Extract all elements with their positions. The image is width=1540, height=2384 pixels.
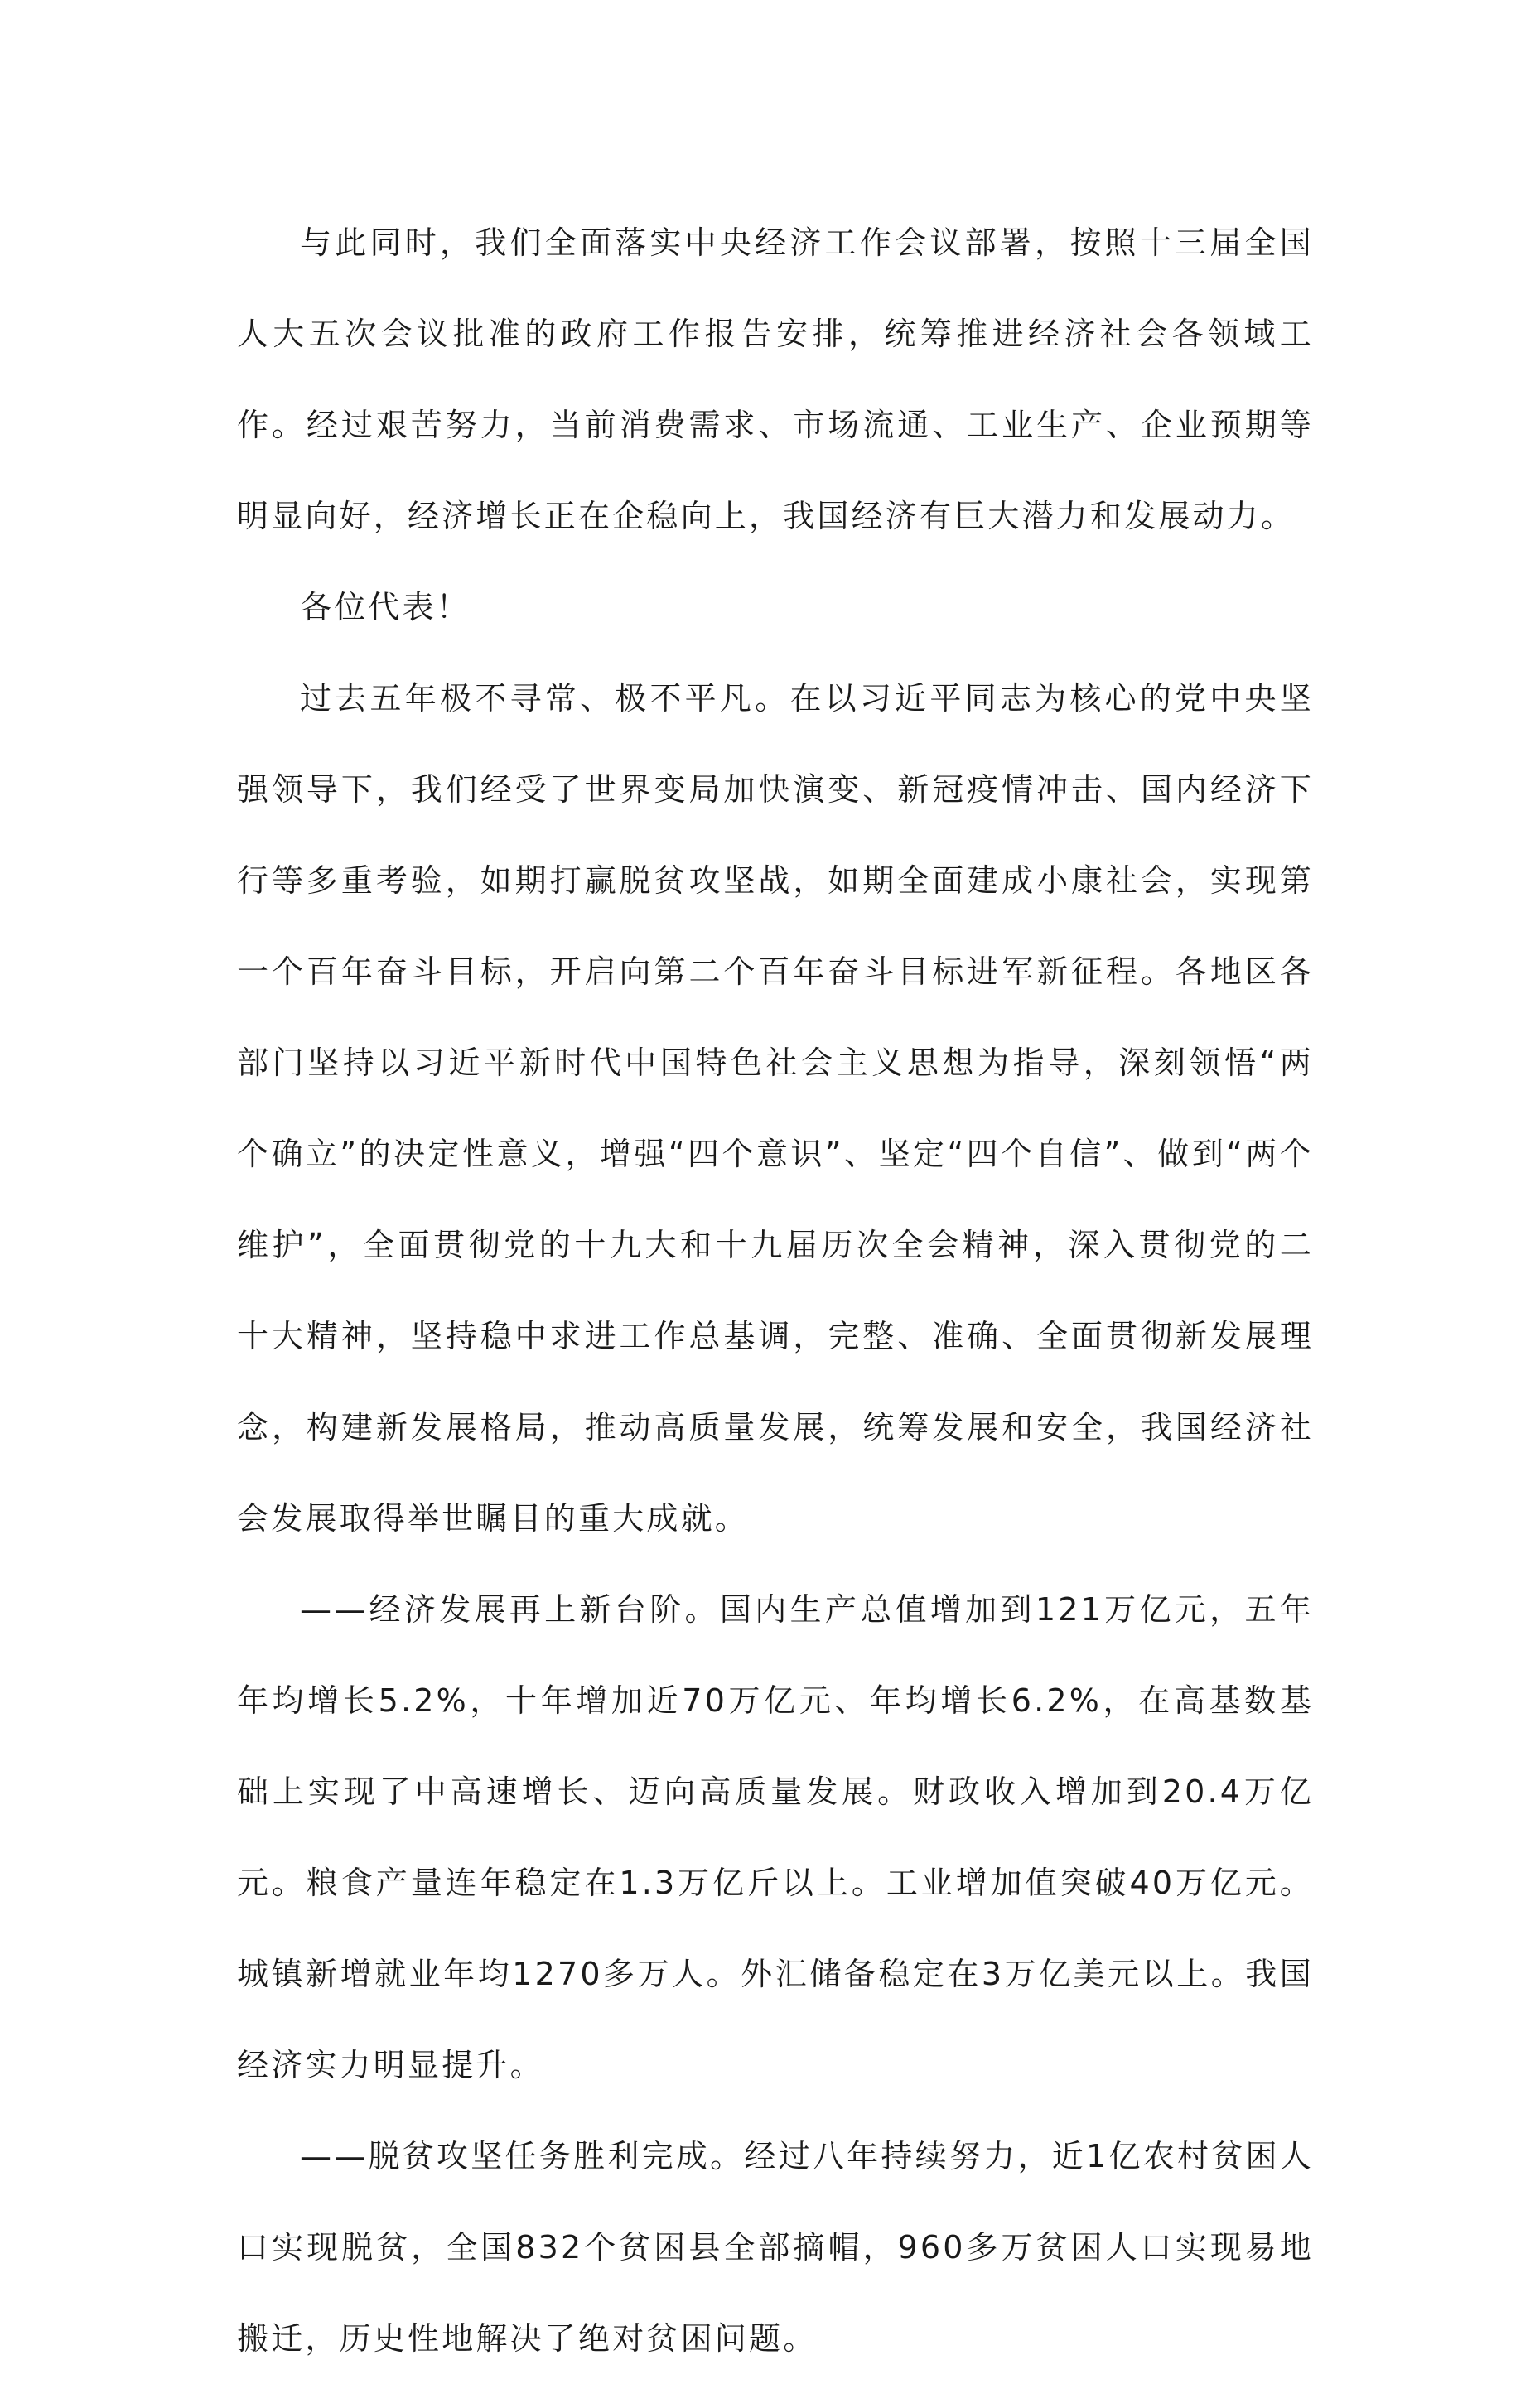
paragraph-economic-development: ——经济发展再上新台阶。国内生产总值增加到121万亿元，五年年均增长5.2%，十年增加近70万亿元、年均增长6.2%，在高基数基础上实现了中高速增长、迈向高质量发展。财政收入增加到20.4万亿元。粮食产量连年稳定在1.3万亿斤以上。工业增加值突破40万亿元。城镇新增就业年均1270多万人。外汇储备稳定在3万亿美元以上。我国经济实力明显提升。 bbox=[237, 1591, 1314, 2083]
paragraph-economic-work: 与此同时，我们全面落实中央经济工作会议部署，按照十三届全国人大五次会议批准的政府工作报告安排，统筹推进经济社会各领域工作。经过艰苦努力，当前消费需求、市场流通、工业生产、企业预期等明显向好，经济增长正在企稳向上，我国经济有巨大潜力和发展动力。 bbox=[237, 224, 1314, 534]
document-body bbox=[237, 197, 1314, 2384]
paragraph-past-five-years: 过去五年极不寻常、极不平凡。在以习近平同志为核心的党中央坚强领导下，我们经受了世界变局加快演变、新冠疫情冲击、国内经济下行等多重考验，如期打赢脱贫攻坚战，如期全面建成小康社会，实现第一个百年奋斗目标，开启向第二个百年奋斗目标进军新征程。各地区各部门坚持以习近平新时代中国特色社会主义思想为指导，深刻领悟“两个确立”的决定性意义，增强“四个意识”、坚定“四个自信”、做到“两个维护”，全面贯彻党的十九大和十九届历次全会精神，深入贯彻党的二十大精神，坚持稳中求进工作总基调，完整、准确、全面贯彻新发展理念，构建新发展格局，推动高质量发展，统筹发展和安全，我国经济社会发展取得举世瞩目的重大成就。 bbox=[237, 680, 1315, 1537]
paragraph-poverty-alleviation: ——脱贫攻坚任务胜利完成。经过八年持续努力，近1亿农村贫困人口实现脱贫，全国832个贫困县全部摘帽，960多万贫困人口实现易地搬迁，历史性地解决了绝对贫困问题。 bbox=[237, 2138, 1314, 2357]
paragraph-salutation: 各位代表！ bbox=[300, 589, 471, 625]
